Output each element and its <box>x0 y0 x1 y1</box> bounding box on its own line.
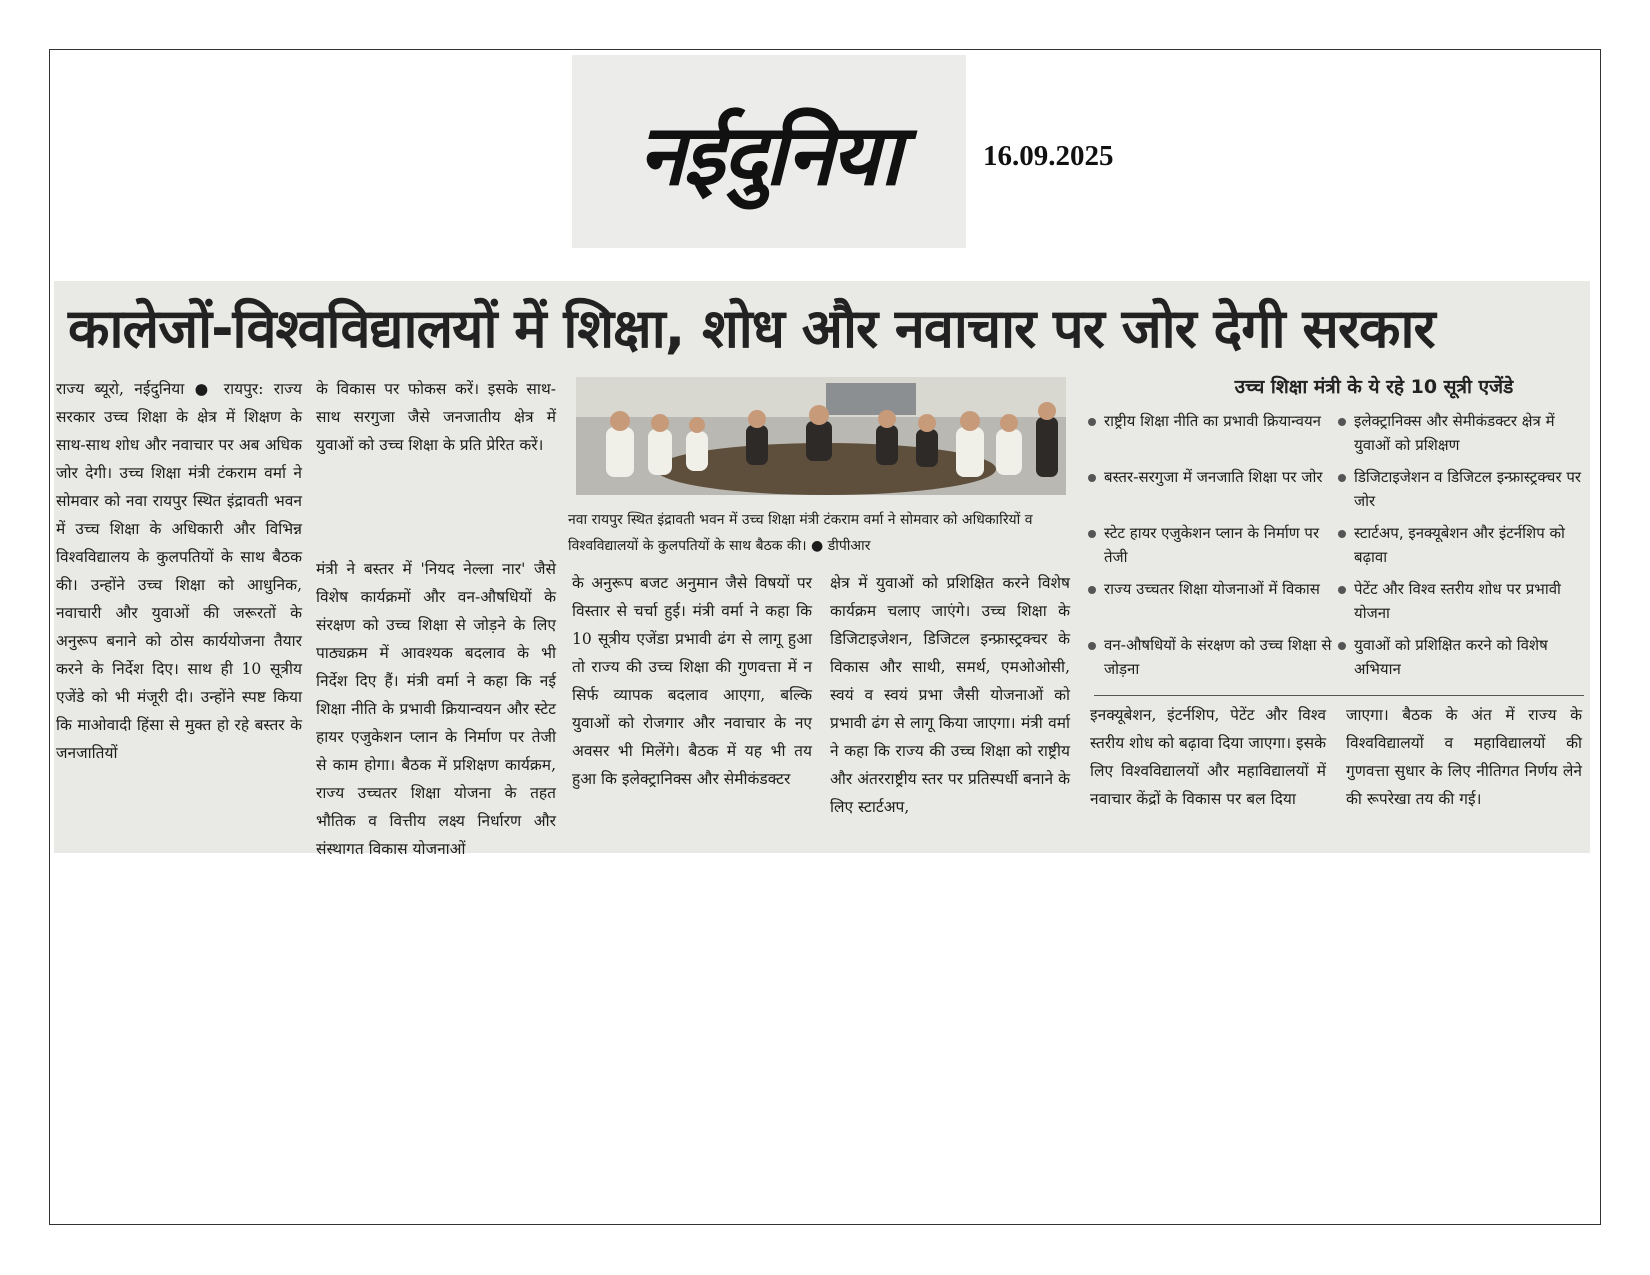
agenda-item: पेटेंट और विश्व स्तरीय शोध पर प्रभावी योजना <box>1354 577 1584 625</box>
bullet-icon <box>1088 642 1096 650</box>
bullet-icon <box>1338 474 1346 482</box>
bullet-icon <box>1338 642 1346 650</box>
bullet-icon <box>1338 418 1346 426</box>
agenda-item: स्टार्टअप, इनक्यूबेशन और इंटर्नशिप को बढ़ावा <box>1354 521 1584 569</box>
newspaper-logo <box>572 55 966 248</box>
bullet-icon <box>1338 530 1346 538</box>
photo-caption: नवा रायपुर स्थित इंद्रावती भवन में उच्च शिक्षा मंत्री टंकराम वर्मा ने सोमवार को अधिकारियों व विश्वविद्यालयों के कुलपतियों के साथ बैठक की। ● डीपीआर <box>568 512 1033 554</box>
agenda-item: इलेक्ट्रानिक्स और सेमीकंडक्टर क्षेत्र में युवाओं को प्रशिक्षण <box>1354 409 1584 457</box>
article-column-6: जाएगा। बैठक के अंत में राज्य के विश्वविद्यालयों व महाविद्यालयों की गुणवत्ता सुधार के लिए नीतिगत निर्णय लेने की रूपरेखा तय की गई। <box>1346 706 1582 808</box>
publication-date: 16.09.2025 <box>983 140 1114 172</box>
agenda-item: डिजिटाइजेशन व डिजिटल इन्फ्रास्ट्रक्चर पर जोर <box>1354 465 1584 513</box>
agenda-item: युवाओं को प्रशिक्षित करने को विशेष अभियान <box>1354 633 1584 681</box>
agenda-item: राज्य उच्चतर शिक्षा योजनाओं में विकास <box>1104 577 1334 601</box>
agenda-item: वन-औषधियों के संरक्षण को उच्च शिक्षा से जोड़ना <box>1104 633 1334 681</box>
article-headline: कालेजों-विश्वविद्यालयों में शिक्षा, शोध और नवाचार पर जोर देगी सरकार <box>68 297 1435 360</box>
article-column-5: इनक्यूबेशन, इंटर्नशिप, पेटेंट और विश्व स्तरीय शोध को बढ़ावा दिया जाएगा। इसके लिए विश्वविद्यालयों और महाविद्यालयों में नवाचार केंद्रों के विकास पर बल दिया <box>1090 706 1326 808</box>
agenda-divider <box>1094 695 1584 696</box>
agenda-title: उच्च शिक्षा मंत्री के ये रहे 10 सूत्री एजेंडे <box>1234 376 1514 398</box>
article-column-1: राज्य ब्यूरो, नईदुनिया ● रायपुर: राज्य सरकार उच्च शिक्षा के क्षेत्र में शिक्षण के साथ-साथ शोध और नवाचार पर अब अधिक जोर देगी। उच्च शिक्षा मंत्री टंकराम वर्मा ने सोमवार को नवा रायपुर स्थित इंद्रावती भवन में उच्च शिक्षा के अधिकारी और विभिन्न विश्वविद्यालय के कुलपतियों के साथ बैठक की। उन्होंने उच्च शिक्षा को आधुनिक, नवाचारी और युवाओं की जरूरतों के अनुरूप बनाने को ठोस कार्ययोजना तैयार करने के निर्देश दिए। साथ ही 10 सूत्रीय एजेंडे को भी मंजूरी दी। उन्होंने स्पष्ट किया कि माओवादी हिंसा से मुक्त हो रहे बस्तर के जनजातियों <box>56 380 302 762</box>
article-column-4: क्षेत्र में युवाओं को प्रशिक्षित करने विशेष कार्यक्रम चलाए जाएंगे। उच्च शिक्षा के डिजिटाइजेशन, डिजिटल इन्फ्रास्ट्रक्चर के विकास और साथी, समर्थ, एमओओसी, स्वयं व स्वयं प्रभा जैसी योजनाओं को प्रभावी ढंग से लागू किया जाएगा। मंत्री वर्मा ने कहा कि राज्य की उच्च शिक्षा को राष्ट्रीय और अंतरराष्ट्रीय स्तर पर प्रतिस्पर्धी बनाने के लिए स्टार्टअप, <box>830 574 1070 816</box>
bullet-icon <box>1088 530 1096 538</box>
article-column-2b: मंत्री ने बस्तर में 'नियद नेल्ला नार' जैसे विशेष कार्यक्रमों और वन-औषधियों के संरक्षण को उच्च शिक्षा से जोड़ने के लिए पाठ्यक्रम में आवश्यक बदलाव के भी निर्देश दिए हैं। मंत्री वर्मा ने कहा कि नई शिक्षा नीति के प्रभावी क्रियान्वयन और स्टेट हायर एजुकेशन प्लान के निर्माण पर तेजी से काम होगा। बैठक में प्रशिक्षण कार्यक्रम, राज्य उच्चतर शिक्षा योजना के तहत भौतिक व वित्तीय लक्ष्य निर्धारण और संस्थागत विकास योजनाओं <box>316 560 556 858</box>
bullet-icon <box>1338 586 1346 594</box>
article-column-3: के अनुरूप बजट अनुमान जैसे विषयों पर विस्तार से चर्चा हुई। मंत्री वर्मा ने कहा कि 10 सूत्रीय एजेंडा प्रभावी ढंग से लागू हुआ तो राज्य की उच्च शिक्षा की गुणवत्ता में न सिर्फ व्यापक बदलाव आएगा, बल्कि युवाओं को रोजगार और नवाचार के नए अवसर भी मिलेंगे। बैठक में यह भी तय हुआ कि इलेक्ट्रानिक्स और सेमीकंडक्टर <box>572 574 812 788</box>
agenda-item: राष्ट्रीय शिक्षा नीति का प्रभावी क्रियान्वयन <box>1104 409 1334 433</box>
agenda-item: बस्तर-सरगुजा में जनजाति शिक्षा पर जोर <box>1104 465 1334 489</box>
bullet-icon <box>1088 586 1096 594</box>
article-column-2a: के विकास पर फोकस करें। इसके साथ-साथ सरगुजा जैसे जनजातीय क्षेत्र में युवाओं को उच्च शिक्षा के प्रति प्रेरित करें। <box>316 380 556 454</box>
newspaper-name: नईदुनिया <box>638 106 900 204</box>
news-clipping <box>54 281 1590 858</box>
agenda-item: स्टेट हायर एजुकेशन प्लान के निर्माण पर तेजी <box>1104 521 1334 569</box>
bullet-icon <box>1088 418 1096 426</box>
bullet-icon <box>1088 474 1096 482</box>
